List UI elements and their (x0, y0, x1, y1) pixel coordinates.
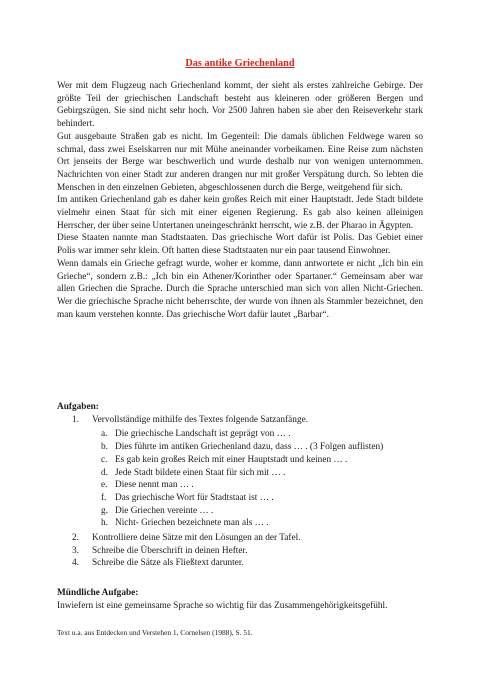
subtask-list (92, 428, 423, 530)
subtask-text: Die griechische Landschaft ist geprägt von … . (115, 429, 291, 440)
tasks-section (57, 401, 423, 570)
subtask-g (92, 505, 423, 518)
subtask-letter: e. (101, 480, 108, 491)
task-number: 1. (72, 414, 79, 425)
paragraph-5: Wenn damals ein Grieche gefragt wurde, woher er komme, dann antwortete er nicht „Ich bin ein Grieche“, sondern z.B.: „Ich bin ein Athener/Korinther oder Spartaner.“ Gemeinsam aber war allen Griechen die Sprache. Durch die Sprache unterschied man sich von allen Nicht-Griechen. Wer die griechische Sprache nicht beherrschte, der wurde von ihnen als Stammler bezeichnet, den man kaum verstehen konnte. Das griechische Wort dafür lautet „Barbar“. (57, 258, 423, 320)
subtask-text: Dies führte im antiken Griechenland dazu, dass … . (3 Folgen auflisten) (115, 442, 384, 453)
task-number: 4. (72, 558, 79, 569)
subtask-text: Es gab kein großes Reich mit einer Hauptstadt und keinen … . (115, 454, 348, 465)
subtask-f (92, 492, 423, 505)
subtask-d (92, 467, 423, 480)
tasks-heading: Aufgaben: (57, 402, 99, 412)
subtask-letter: g. (101, 505, 108, 516)
oral-task-heading: Mündliche Aufgabe: (57, 588, 139, 598)
subtask-letter: c. (101, 454, 108, 465)
page-title: Das antike Griechenland (185, 58, 295, 69)
task-number: 2. (72, 533, 79, 544)
source-citation: Text u.a. aus Entdecken und Verstehen 1, Cornelsen (1988), S. 51. (57, 628, 253, 637)
paragraph-2: Gut ausgebaute Straßen gab es nicht. Im Gegenteil: Die damals üblichen Feldwege waren so schmal, dass zwei Eselskarren nur mit Mühe aneinander vorbeikamen. Eine Reise zum nächsten Ort jenseits der Berge war beschwerlich und wurde deshalb nur von wenigen unternommen. Nachrichten von einer Stadt zur anderen drangen nur mit großer Verspätung durch. So lebten die Menschen in den einzelnen Gebieten, abgeschlossenen durch die Berge, weitgehend für sich. (57, 131, 423, 193)
task-list (57, 414, 423, 570)
paragraph-1: Wer mit dem Flugzeug nach Griechenland kommt, der sieht als erstes zahlreiche Gebirge. Der größte Teil der griechischen Landschaft besteht aus kleineren oder größeren Bergen und Gebirgszügen. Sie sind nicht sehr hoch. Vor 2500 Jahren haben sie aber den Reiseverkehr stark behindert. (57, 81, 423, 130)
subtask-letter: h. (101, 518, 108, 529)
task-item-4 (57, 557, 423, 570)
subtask-text: Nicht- Griechen bezeichnete man als … . (115, 518, 269, 529)
subtask-letter: f. (101, 492, 107, 503)
subtask-h (92, 517, 423, 530)
paragraph-3: Im antiken Griechenland gab es daher kein großes Reich mit einer Hauptstadt. Jede Stadt bildete vielmehr einen Staat für sich mit einer eigenen Regierung. Es gab also keinen alleinigen Herrscher, der über seine Untertanen uneingeschränkt herrscht, wie z.B. der Pharao in Ägypten. (57, 195, 423, 231)
paragraph-4: Diese Staaten nannte man Stadtstaaten. Das griechische Wort dafür ist Polis. Das Gebiet einer Polis war immer sehr klein. Oft hatten diese Stadtstaaten nur ein paar tausend Einwohner. (57, 233, 423, 257)
subtask-letter: b. (101, 442, 108, 453)
reading-text (57, 80, 423, 321)
oral-task-section (57, 587, 423, 612)
task-item-2 (57, 532, 423, 545)
subtask-letter: d. (101, 467, 108, 478)
task-item-3 (57, 545, 423, 558)
subtask-letter: a. (101, 429, 108, 440)
subtask-text: Das griechische Wort für Stadtstaat ist … . (115, 492, 274, 503)
task-number: 3. (72, 545, 79, 556)
subtask-c (92, 454, 423, 467)
task-text: Kontrolliere deine Sätze mit den Lösungen an der Tafel. (92, 533, 301, 544)
task-item-1 (57, 414, 423, 530)
oral-task-text: Inwiefern ist eine gemeinsame Sprache so wichtig für das Zusammengehörigkeitsgefühl. (57, 600, 388, 611)
subtask-e (92, 479, 423, 492)
task-text: Vervollständige mithilfe des Textes folgende Satzanfänge. (92, 414, 309, 425)
subtask-text: Diese nennt man … . (115, 480, 194, 491)
task-text: Schreibe die Sätze als Fließtext darunter. (92, 558, 244, 569)
subtask-b (92, 441, 423, 454)
subtask-a (92, 428, 423, 441)
subtask-text: Die Griechen vereinte … . (115, 505, 214, 516)
task-text: Schreibe die Überschrift in deinen Hefter. (92, 545, 248, 556)
subtask-text: Jede Stadt bildete einen Staat für sich mit … . (115, 467, 286, 478)
